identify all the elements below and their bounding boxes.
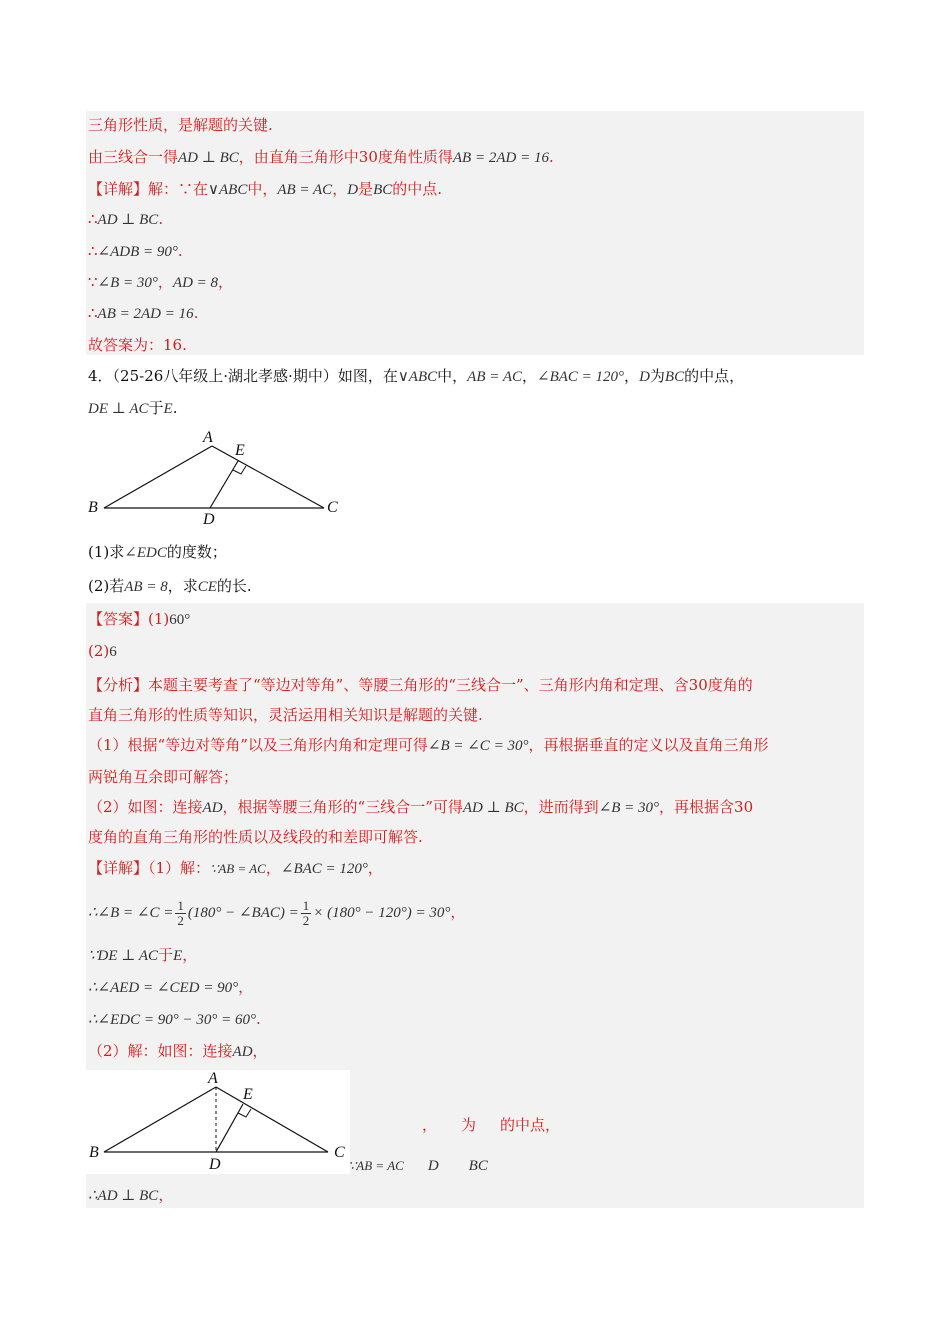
text: 两锐角互余即可解答； [88, 768, 239, 786]
math: AD ⊥ BC [462, 800, 524, 816]
analysis-line [88, 827, 423, 847]
text: 于 [158, 946, 174, 964]
analysis-line [88, 797, 753, 818]
math: D [347, 182, 359, 198]
denominator: 2 [302, 912, 310, 928]
detail-line [348, 1155, 488, 1176]
math: 6 [109, 644, 117, 660]
text-line [88, 241, 183, 262]
text: ， [332, 180, 348, 198]
text: 【答案】(1) [88, 610, 170, 628]
text: 【详解】解：∵在 [88, 180, 209, 198]
math: ∵AB = AC [348, 1158, 404, 1173]
detail-line [88, 945, 197, 966]
text: . [172, 399, 178, 417]
math: AB = 8 [124, 579, 168, 595]
math: ∠ADB = 90° [97, 244, 178, 260]
label-e: E [235, 442, 245, 459]
text: . [193, 304, 199, 322]
text-line [88, 303, 198, 324]
math: DE ⊥ AC [88, 401, 149, 417]
text: ， [422, 1116, 438, 1134]
label-c: C [327, 499, 338, 516]
analysis-line [88, 705, 483, 725]
text: . [255, 1010, 261, 1028]
math: CE [197, 579, 217, 595]
analysis-line [88, 735, 768, 756]
answer-text: 故答案为：16. [88, 336, 187, 354]
text: ， [218, 273, 234, 291]
label-d: D [209, 1156, 221, 1173]
text: (2)若 [88, 577, 125, 595]
text: ，根据等腰三角形的“三线合一”可得 [222, 798, 463, 816]
text: 为 [461, 1116, 477, 1134]
label-b: B [89, 1144, 99, 1161]
text: 中， [437, 367, 468, 385]
text: ， [252, 1042, 268, 1060]
text: ， [367, 859, 383, 877]
math: AB = AC [467, 369, 522, 385]
math: BC [373, 182, 393, 198]
text: （1）根据“等边对等角”以及三角形内角和定理可得 [88, 736, 428, 754]
detail-line [88, 977, 253, 998]
text: 是 [358, 180, 374, 198]
question-4-line2 [88, 398, 177, 419]
text-line [88, 115, 273, 135]
text: . [177, 242, 183, 260]
text: ， [238, 978, 254, 996]
text: ，求 [167, 577, 198, 595]
text: ， [182, 946, 198, 964]
analysis-line [88, 767, 238, 787]
text: 的中点. [392, 180, 443, 198]
math: ∴AD ⊥ BC [88, 1188, 159, 1204]
math: ∨ABC [397, 369, 438, 385]
text: ，由直角三角形中30度角性质得 [238, 148, 453, 166]
math: BC [468, 1158, 488, 1174]
text: . [158, 210, 164, 228]
text-line [88, 209, 163, 230]
math: ∴∠B = ∠C = [88, 905, 174, 921]
label-e: E [243, 1086, 253, 1103]
text: 由三线合一得 [88, 148, 179, 166]
detail-line [88, 858, 383, 879]
math: AB = AC [277, 182, 333, 198]
math: 60° [169, 612, 191, 628]
text: ，进而得到 [523, 798, 599, 816]
text: 【分析】本题主要考查了“等边对等角”、等腰三角形的“三线合一”、三角形内角和定理、含30度角的 [88, 676, 753, 694]
text: 的中点， [500, 1116, 561, 1134]
label-d: D [203, 511, 215, 528]
math: (180° − ∠BAC) = [187, 905, 299, 921]
label-c: C [334, 1144, 345, 1161]
math: ∴∠EDC = 90° − 30° = 60° [88, 1012, 256, 1028]
text-line [88, 272, 233, 293]
text: ，再根据垂直的定义以及直角三角形 [528, 736, 769, 754]
answer-line-1 [88, 609, 190, 630]
math: ∵AB = AC [210, 861, 266, 876]
text: （25-26八年级上·湖北孝感·期中）如图，在 [112, 367, 398, 385]
text: (2) [88, 642, 110, 660]
solution-block-3 [86, 111, 864, 355]
math: ∠BAC = 120° [280, 861, 368, 877]
question-number: 4． [88, 367, 113, 385]
text: ， [450, 903, 466, 921]
text: ， [265, 859, 281, 877]
fraction [175, 899, 186, 928]
math: ∠EDC [124, 545, 167, 561]
text: 为 [649, 367, 665, 385]
text: 直角三角形的性质等知识，灵活运用相关知识是解题的关键. [88, 706, 483, 724]
therefore-symbol: ∴ [88, 242, 98, 260]
side-ac [216, 1087, 328, 1152]
fraction [301, 899, 312, 928]
text: ， [522, 367, 538, 385]
text: ， [158, 1186, 174, 1204]
side-ab [104, 1087, 216, 1152]
math: AB = 2AD = 16 [452, 150, 549, 166]
math: AB = 2AD = 16 [97, 306, 194, 322]
detail-line [88, 1041, 268, 1062]
denominator: 2 [177, 912, 184, 928]
math: BC [664, 369, 685, 385]
math: AD ⊥ BC [97, 212, 159, 228]
detail-line [88, 1009, 261, 1030]
text: （2）解：如图：连接 [88, 1042, 233, 1060]
therefore-symbol: ∴ [88, 210, 98, 228]
math: D [639, 369, 650, 385]
text: 三角形性质，是解题的关键. [88, 116, 273, 134]
math: AD [202, 800, 223, 816]
triangle-figure [86, 426, 356, 531]
question-4 [88, 366, 744, 387]
math: ∠B = 30° [598, 800, 660, 816]
math: E [163, 401, 173, 417]
question-part-1 [88, 542, 227, 563]
solution-block-4 [86, 603, 864, 1208]
text: 的度数； [166, 543, 227, 561]
question-part-2 [88, 576, 252, 597]
math: AD [232, 1044, 253, 1060]
because-symbol: ∵ [88, 273, 98, 291]
text: 【详解】（1）解： [88, 859, 211, 877]
math: AD = 8 [172, 275, 219, 291]
label-a: A [203, 429, 213, 446]
text: 中， [247, 180, 278, 198]
math: ∠B = 30° [97, 275, 158, 291]
numerator: 1 [302, 897, 310, 913]
text: (1)求 [88, 543, 125, 561]
text: . [548, 148, 554, 166]
analysis-line [88, 675, 753, 695]
text-line [88, 179, 442, 200]
numerator: 1 [177, 897, 184, 913]
text-line [88, 335, 187, 355]
math: ∠BAC = 120° [537, 369, 625, 385]
detail-line [88, 893, 465, 932]
segment-de [216, 1104, 243, 1152]
math: ∨ABC [208, 182, 248, 198]
detail-line [422, 1115, 560, 1135]
math: ∴∠AED = ∠CED = 90° [88, 980, 239, 996]
segment-de [210, 461, 238, 508]
answer-line-2 [88, 641, 117, 662]
label-b: B [88, 499, 98, 516]
math: ∵DE ⊥ AC [88, 948, 159, 964]
triangle-figure-with-ad [86, 1070, 350, 1174]
text: ， [624, 367, 640, 385]
text: ， [157, 273, 173, 291]
text-line [88, 147, 554, 168]
text: ，再根据含30 [659, 798, 754, 816]
label-a: A [208, 1070, 218, 1087]
side-ab [104, 446, 212, 508]
math: × (180° − 120°) = 30° [313, 905, 451, 921]
math: ∠B = ∠C = 30° [427, 738, 529, 754]
math: D [427, 1158, 439, 1174]
text: （2）如图：连接 [88, 798, 203, 816]
text: 于 [148, 399, 164, 417]
math: E [173, 948, 183, 964]
text: 的中点， [684, 367, 745, 385]
detail-line [88, 1185, 173, 1206]
text: 的长. [216, 577, 252, 595]
therefore-symbol: ∴ [88, 304, 98, 322]
math: AD ⊥ BC [178, 150, 239, 166]
text: 度角的直角三角形的性质以及线段的和差即可解答. [88, 828, 423, 846]
